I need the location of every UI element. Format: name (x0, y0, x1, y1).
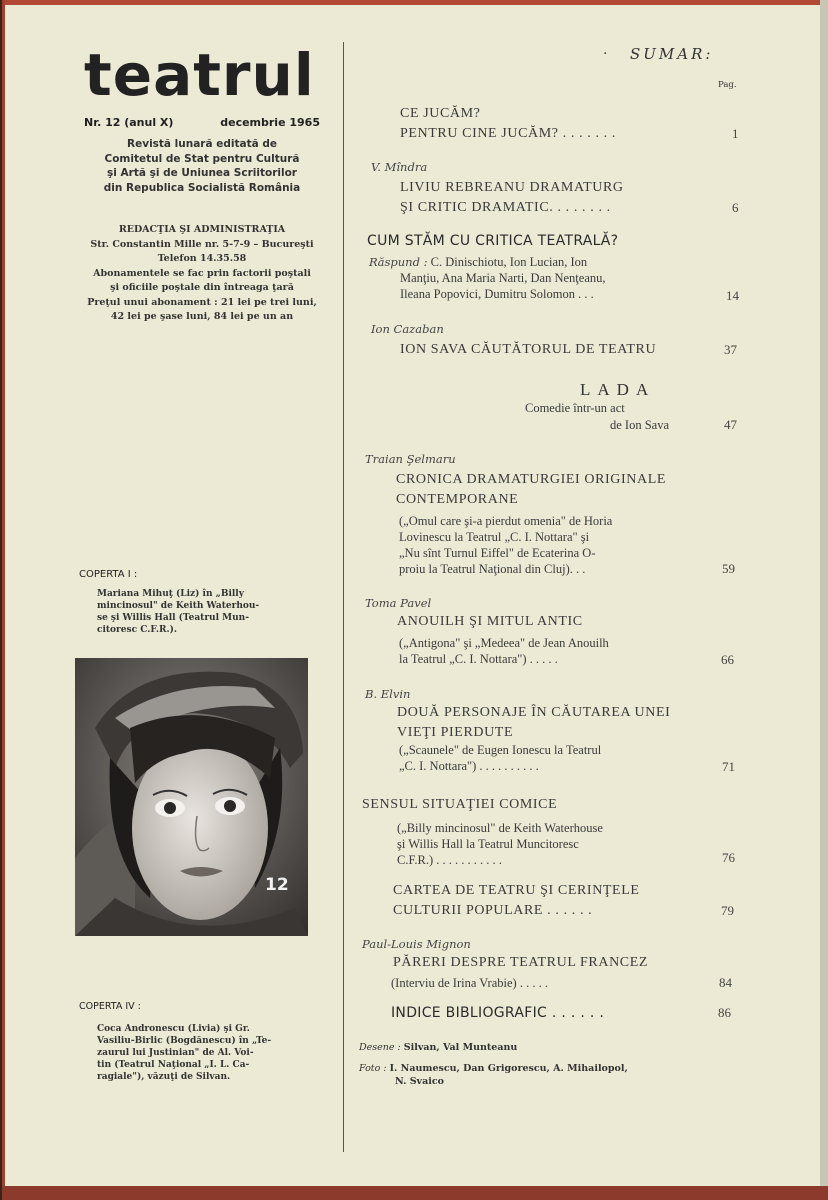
toc-title: PĂRERI DESPRE TEATRUL FRANCEZ (393, 955, 649, 970)
page-edge-right (820, 0, 828, 1200)
toc-page: 47 (724, 417, 737, 432)
price-line: 42 lei pe şase luni, 84 lei pe un an (110, 311, 294, 322)
masthead-logo: teatrul (84, 41, 315, 109)
toc-play-title: LADA (580, 380, 656, 399)
toc-page: 66 (721, 652, 734, 667)
caption-line: citoresc C.F.R.). (97, 625, 177, 635)
column-divider (343, 42, 344, 1152)
toc-title: SENSUL SITUAŢIEI COMICE (362, 797, 558, 812)
toc-subtitle: Manţiu, Ana Maria Narti, Dan Nenţeanu, (400, 271, 606, 285)
toc-page: 84 (719, 975, 732, 990)
toc-page: 1 (732, 126, 739, 141)
toc-entry-details (399, 635, 609, 667)
toc-title: CULTURII POPULARE . . . . . . (393, 903, 593, 918)
summary-title: SUMAR: (630, 45, 714, 63)
toc-author: Traian Şelmaru (365, 452, 456, 466)
photo-credit (359, 1062, 628, 1075)
toc-title: PENTRU CINE JUCĂM? . . . . . . . (400, 126, 616, 141)
toc-subtitle: la Teatrul „C. I. Nottara") . . . . . (399, 652, 558, 666)
credit-label: Foto : (359, 1063, 387, 1074)
toc-author: Toma Pavel (365, 596, 432, 610)
toc-entry (369, 254, 709, 302)
drawings-credit (359, 1041, 517, 1054)
credit-label: Desene : (359, 1042, 401, 1053)
caption-line: zaurul lui Justinian" de Al. Voi- (97, 1048, 254, 1058)
toc-page: 14 (726, 288, 739, 303)
toc-entry (400, 104, 616, 144)
toc-subtitle: Comedie într-un act (525, 401, 625, 415)
toc-page: 6 (732, 200, 739, 215)
caption-line: se şi Willis Hall (Teatrul Mun- (97, 613, 249, 623)
toc-page: 79 (721, 903, 734, 918)
issue-number: Nr. 12 (anul X) (84, 116, 174, 129)
toc-page: 59 (722, 561, 735, 576)
issue-line (84, 116, 320, 129)
toc-subtitle: şi Willis Hall la Teatrul Muncitoresc (397, 837, 579, 851)
respond-label: Răspund : (369, 255, 428, 269)
toc-subtitle: proiu la Teatrul Naţional din Cluj). . . (399, 562, 586, 576)
toc-entry (393, 881, 640, 921)
toc-subtitle: Ileana Popovici, Dumitru Solomon . . . (400, 287, 594, 301)
toc-entry (397, 703, 670, 743)
description-line: Revistă lunară editată de (127, 138, 277, 150)
description-line: şi Artă şi de Uniunea Scriitorilor (107, 167, 297, 179)
description-line: Comitetul de Stat pentru Cultură (104, 152, 300, 165)
toc-page: 71 (722, 759, 735, 774)
toc-title: ION SAVA CĂUTĂTORUL DE TEATRU (400, 342, 657, 357)
photo-credit-cont: N. Svaico (395, 1076, 444, 1087)
toc-entry (400, 178, 624, 218)
toc-entry-details (399, 742, 601, 774)
toc-subtitle: C.F.R.) . . . . . . . . . . . (397, 853, 502, 867)
caption-line: tin (Teatrul Naţional „I. L. Ca- (97, 1060, 250, 1070)
toc-subtitle: Lovinescu la Teatrul „C. I. Nottara" şi (399, 530, 590, 544)
toc-subtitle: „C. I. Nottara") . . . . . . . . . . (399, 759, 539, 773)
issue-badge: 12 (265, 875, 289, 895)
toc-subtitle: de Ion Sava (610, 418, 670, 432)
caption-line: ragiale"), văzuţi de Silvan. (97, 1072, 231, 1082)
toc-heading: CUM STĂM CU CRITICA TEATRALĂ? (367, 233, 619, 249)
publisher-description (84, 137, 320, 195)
toc-subtitle: „Nu sînt Turnul Eiffel" de Ecaterina O- (399, 546, 596, 560)
magazine-page (2, 0, 828, 1200)
binding-edge-top (2, 0, 828, 5)
binding-edge-left (2, 0, 5, 1200)
cover4-title: COPERTA IV : (79, 1001, 141, 1012)
toc-page: 86 (718, 1005, 731, 1020)
editorial-phone: Telefon 14.35.58 (157, 253, 247, 264)
credit-value: I. Naumescu, Dan Grigorescu, A. Mihailopol, (389, 1063, 628, 1074)
toc-subtitle: („Scaunele" de Eugen Ionescu la Teatrul (399, 743, 602, 757)
toc-subtitle: („Billy mincinosul" de Keith Waterhouse (397, 821, 603, 835)
toc-title: CE JUCĂM? (400, 106, 481, 121)
toc-entry (396, 470, 666, 510)
summary-dot: · (603, 46, 608, 62)
toc-title: VIEŢI PIERDUTE (397, 725, 514, 740)
toc-title: LIVIU REBREANU DRAMATURG (400, 180, 624, 195)
toc-subtitle: („Antigona" şi „Medeea" de Jean Anouilh (399, 636, 609, 650)
editorial-heading: REDACŢIA ŞI ADMINISTRAŢIA (118, 224, 286, 235)
subscription-line: şi oficiile poştale din întreaga ţară (110, 282, 294, 293)
cover1-title: COPERTA I : (79, 569, 138, 580)
subscription-line: Abonamentele se fac prin factorii poştali (93, 267, 311, 279)
toc-title: CARTEA DE TEATRU ŞI CERINŢELE (393, 883, 640, 898)
toc-author: Paul-Louis Mignon (362, 937, 471, 951)
page-column-label: Pag. (718, 80, 737, 90)
toc-title: DOUĂ PERSONAJE ÎN CĂUTAREA UNEI (397, 705, 671, 720)
toc-page: 76 (722, 850, 735, 865)
price-line: Preţul unui abonament : 21 lei pe trei luni, (87, 296, 317, 308)
toc-author: Ion Cazaban (371, 322, 444, 336)
toc-heading: INDICE BIBLIOGRAFIC . . . . . . (391, 1005, 605, 1021)
toc-subtitle: C. Dinischiotu, Ion Lucian, Ion (430, 255, 588, 269)
toc-title: ANOUILH ŞI MITUL ANTIC (397, 614, 583, 629)
toc-subtitle: (Interviu de Irina Vrabie) . . . . . (391, 976, 548, 990)
toc-entry-details (399, 513, 612, 577)
toc-title: CRONICA DRAMATURGIEI ORIGINALE (396, 472, 666, 487)
toc-title: ŞI CRITIC DRAMATIC. . . . . . . . (400, 200, 611, 215)
toc-page: 37 (724, 342, 737, 357)
description-line: din Republica Socialistă România (103, 181, 301, 194)
binding-edge-bottom (2, 1186, 828, 1200)
cover1-caption (97, 588, 327, 636)
caption-line: mincinosul" de Keith Waterhou- (97, 601, 260, 611)
caption-line: Mariana Mihuţ (Liz) în „Billy (97, 589, 244, 599)
toc-author: V. Mîndra (371, 160, 428, 174)
editorial-info (84, 223, 320, 325)
editorial-address: Str. Constantin Mille nr. 5-7-9 – Bucureşti (90, 238, 314, 250)
toc-author: B. Elvin (365, 687, 411, 701)
toc-subtitle: („Omul care şi-a pierdut omenia" de Horia (399, 514, 613, 528)
cover4-caption (97, 1023, 327, 1083)
cover-photo (75, 658, 308, 936)
credit-value: Silvan, Val Munteanu (403, 1042, 518, 1053)
toc-entry-details (397, 820, 603, 868)
caption-line: Vasiliu-Birlic (Bogdănescu) în „Te- (97, 1036, 272, 1046)
issue-date: decembrie 1965 (220, 116, 320, 129)
toc-title: CONTEMPORANE (396, 492, 519, 507)
caption-line: Coca Andronescu (Livia) şi Gr. (97, 1024, 250, 1034)
